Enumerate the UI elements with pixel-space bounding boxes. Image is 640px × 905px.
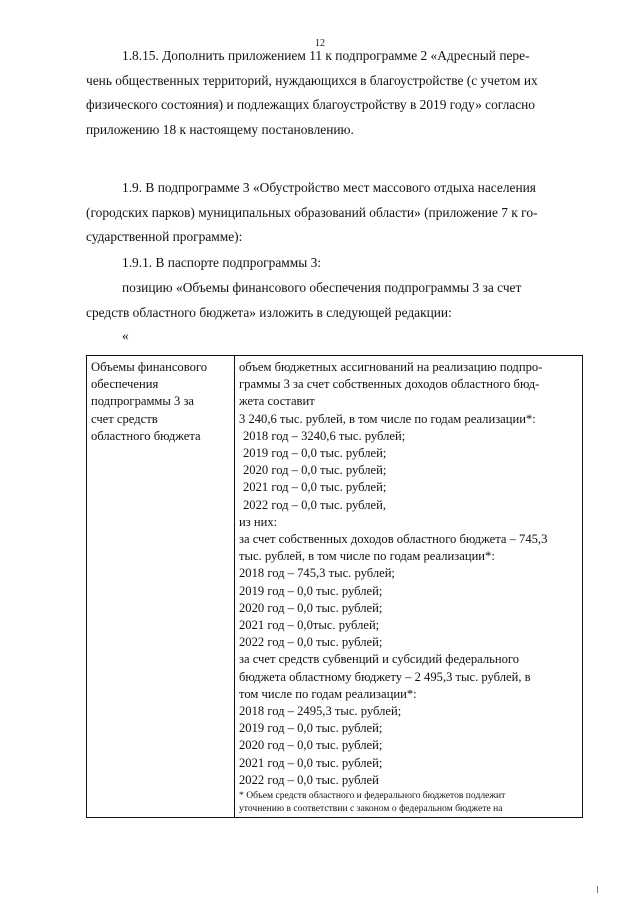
value-line: бюджета областному бюджету – 2 495,3 тыс. рублей, в [239, 669, 531, 684]
value-line: 2022 год – 0,0 тыс. рублей; [239, 635, 383, 650]
value-line: 2020 год – 0,0 тыс. рублей; [239, 738, 383, 753]
value-line: 2020 год – 0,0 тыс. рублей; [243, 463, 387, 478]
value-line: 2021 год – 0,0тыс. рублей; [239, 618, 380, 633]
paragraph-1-9 [86, 176, 592, 250]
label-line: областного бюджета [91, 428, 201, 443]
value-line: объем бюджетных ассигнований на реализацию подпро- [239, 360, 543, 374]
value-line: 2021 год – 0,0 тыс. рублей; [243, 480, 387, 495]
paragraph-line: средств областного бюджета» изложить в следующей редакции: [86, 304, 452, 320]
table-value-cell [235, 356, 583, 818]
value-line: 2020 год – 0,0 тыс. рублей; [239, 600, 383, 615]
footnote-line: уточнению в соответствии с законом о федеральном бюджете на [239, 803, 503, 815]
label-line: обеспечения [91, 377, 159, 392]
value-line: 2022 год – 0,0 тыс. рублей [239, 772, 379, 787]
value-line: 2018 год – 3240,6 тыс. рублей; [243, 428, 406, 443]
label-line: Объемы финансового [91, 360, 208, 374]
footnote-line: * Объем средств областного и федерального бюджетов подлежит [239, 790, 506, 802]
paragraph-line: 1.8.15. Дополнить приложением 11 к подпрограмме 2 «Адресный пере- [122, 48, 530, 63]
paragraph-line: сударственной программе): [86, 229, 243, 244]
value-line: граммы 3 за счет собственных доходов областного бюд- [239, 377, 540, 392]
value-line: 2018 год – 745,3 тыс. рублей; [239, 566, 395, 581]
value-line: жета составит [239, 394, 315, 409]
label-line: счет средств [91, 411, 158, 426]
passport-table [86, 355, 583, 818]
value-line: из них: [239, 514, 278, 529]
paragraph-position [86, 276, 592, 325]
value-line: тыс. рублей, в том числе по годам реализации*: [239, 549, 495, 564]
value-line: за счет средств субвенций и субсидий федерального [239, 652, 520, 667]
paragraph-line: физического состояния) и подлежащих благоустройству в 2019 году» согласно [86, 97, 536, 112]
paragraph-line: 1.9. В подпрограмме 3 «Обустройство мест массового отдыха населения [122, 180, 536, 195]
paragraph-1-8-15 [86, 44, 592, 142]
value-line: 2022 год – 0,0 тыс. рублей, [243, 497, 386, 512]
paragraph-line: приложению 18 к настоящему постановлению. [86, 121, 354, 137]
table-row [87, 356, 583, 818]
value-line: 2021 год – 0,0 тыс. рублей; [239, 755, 383, 770]
value-line: 3 240,6 тыс. рублей, в том числе по годам реализации*: [239, 411, 536, 426]
page-number: 12 [315, 38, 325, 49]
paragraph-line: чень общественных территорий, нуждающихся в благоустройстве (с учетом их [86, 72, 538, 88]
value-line: за счет собственных доходов областного бюджета – 745,3 [239, 532, 548, 547]
value-line: 2018 год – 2495,3 тыс. рублей; [239, 704, 402, 719]
paragraph-line: 1.9.1. В паспорте подпрограммы 3: [122, 255, 322, 270]
table-label-cell [87, 356, 235, 818]
paragraph-line: (городских парков) муниципальных образований области» (приложение 7 к го- [86, 204, 538, 220]
paragraph-line: позицию «Объемы финансового обеспечения подпрограммы 3 за счет [122, 280, 522, 295]
scan-edge-mark [597, 886, 598, 893]
value-line: 2019 год – 0,0 тыс. рублей; [243, 446, 387, 461]
paragraph-1-9-1 [86, 251, 592, 276]
value-line: 2019 год – 0,0 тыс. рублей; [239, 721, 383, 736]
value-line: 2019 год – 0,0 тыс. рублей; [239, 583, 383, 598]
value-line: том числе по годам реализации*: [239, 686, 417, 701]
label-line: подпрограммы 3 за [91, 394, 195, 409]
opening-quote: « [122, 328, 129, 343]
